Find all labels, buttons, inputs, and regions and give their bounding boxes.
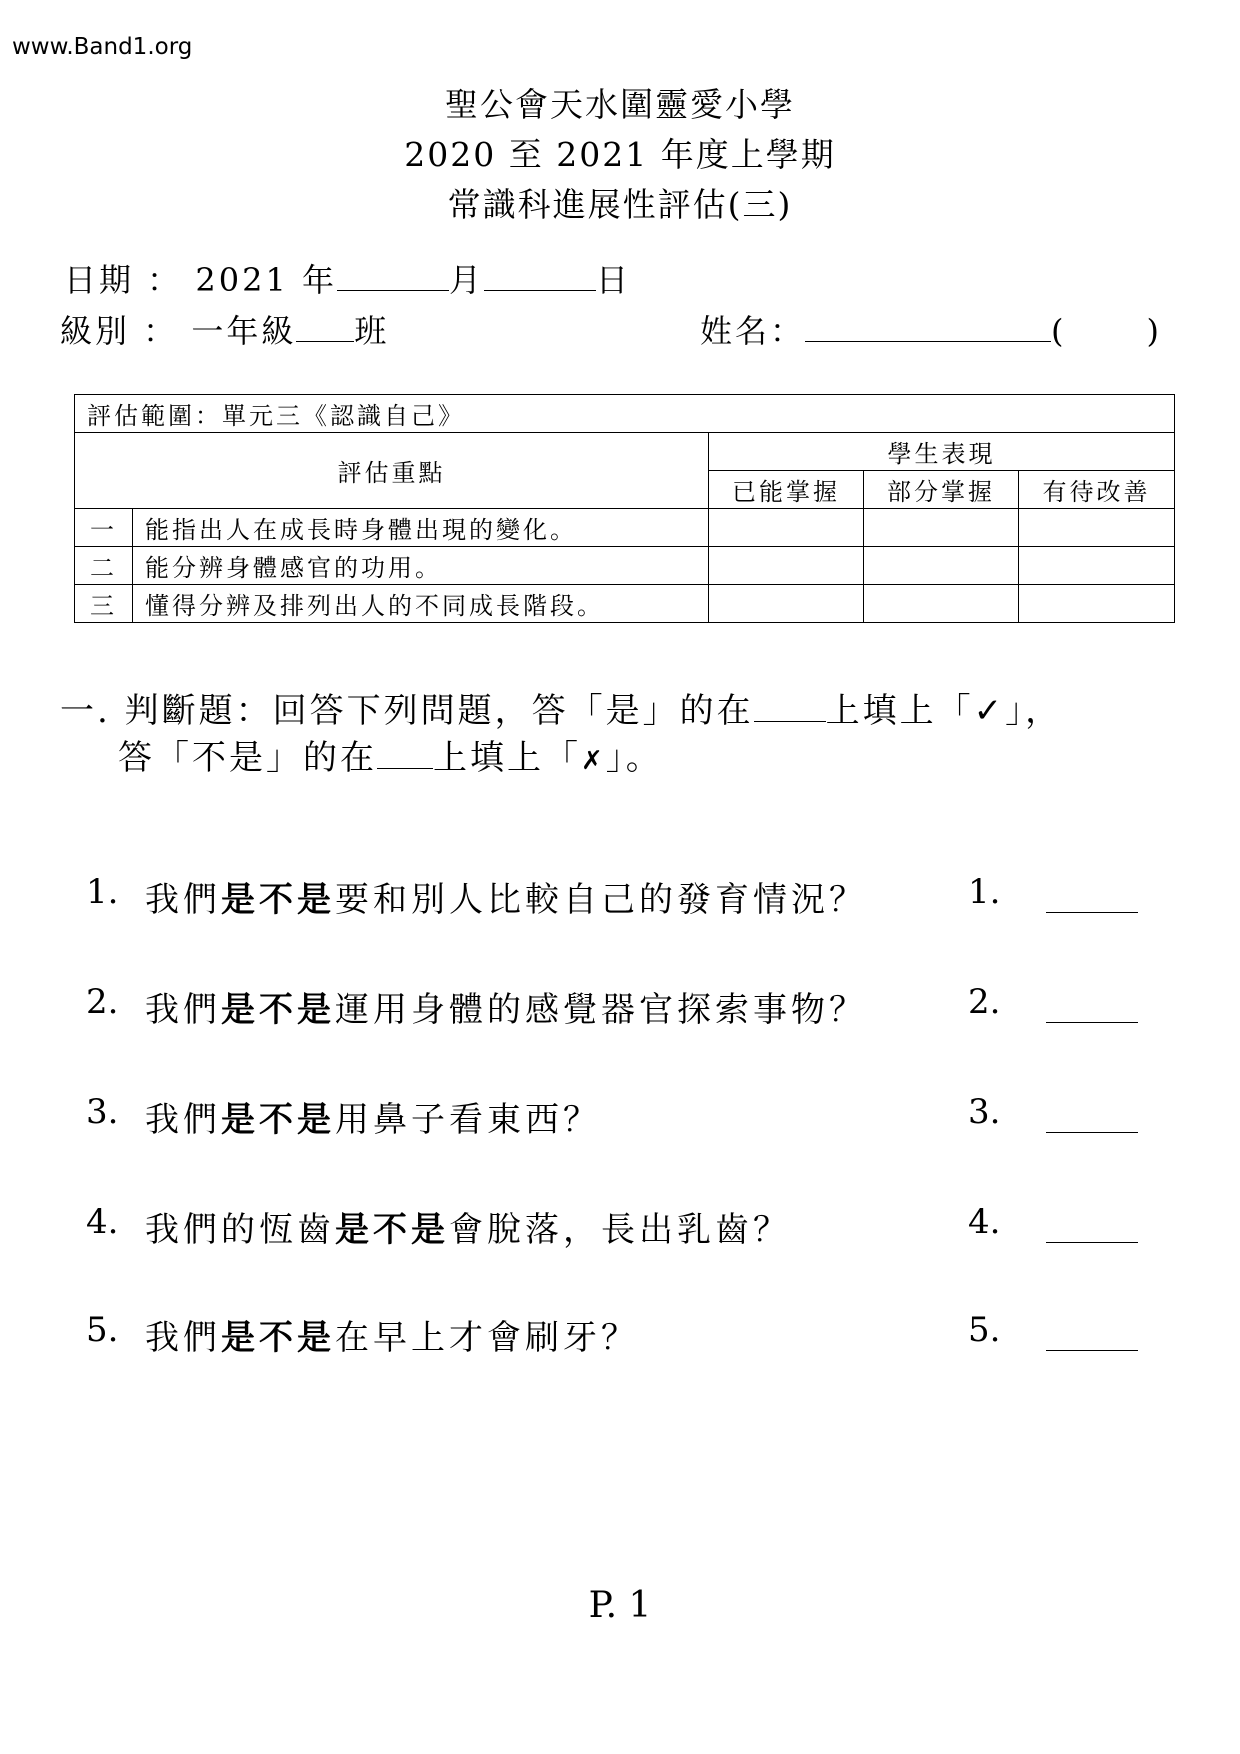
table-row	[75, 585, 1175, 623]
date-day: 日	[596, 261, 632, 299]
header	[0, 80, 1240, 230]
question-number: 2.	[86, 982, 119, 1022]
date-year: 2021 年	[195, 261, 337, 299]
level-improve: 有待改善	[1019, 471, 1175, 509]
question-text: 我們是不是在早上才會刷牙？	[145, 1318, 639, 1358]
question-number: 5.	[86, 1310, 119, 1350]
class-blank[interactable]	[296, 339, 354, 342]
question-text: 我們是不是用鼻子看東西？	[145, 1100, 601, 1140]
answer-number: 2.	[968, 982, 1001, 1022]
name-line	[700, 306, 1162, 352]
answer-blank[interactable]	[1046, 1132, 1138, 1133]
table-row	[75, 547, 1175, 585]
check-mark-icon: ✓	[973, 691, 1006, 731]
question-number: 1.	[86, 872, 119, 912]
instr-text-a2: 答「不是」的在	[118, 738, 377, 778]
assessment-scope: 評估範圍：單元三《認識自己》	[75, 395, 1175, 433]
instr-text-c: 」，	[1005, 691, 1063, 731]
answer-blank[interactable]	[1046, 912, 1138, 913]
performance-header: 學生表現	[709, 433, 1175, 471]
date-label: 日期 ：	[64, 261, 183, 299]
answer-number: 3.	[968, 1092, 1001, 1132]
answer-blank[interactable]	[1046, 1350, 1138, 1351]
list-item	[0, 872, 1240, 922]
class-grade: 一年級	[191, 312, 297, 350]
answer-number: 1.	[968, 872, 1001, 912]
class-label: 級別 ：	[60, 312, 179, 350]
name-label: 姓名：	[700, 312, 806, 350]
row-text: 能指出人在成長時身體出現的變化。	[133, 509, 709, 547]
list-item	[0, 1202, 1240, 1252]
class-line	[60, 306, 389, 352]
watermark: www.Band1.org	[12, 34, 193, 60]
mark-cell[interactable]	[1019, 585, 1175, 623]
mark-cell[interactable]	[1019, 509, 1175, 547]
answer-blank[interactable]	[1046, 1022, 1138, 1023]
row-number: 三	[75, 585, 133, 623]
list-item	[0, 1092, 1240, 1142]
answer-blank[interactable]	[1046, 1242, 1138, 1243]
row-number: 一	[75, 509, 133, 547]
assessment-table	[74, 394, 1175, 623]
school-name: 聖公會天水圍靈愛小學	[445, 85, 795, 124]
cross-mark-icon: ✗	[581, 746, 606, 776]
table-row	[75, 509, 1175, 547]
term-title: 2020 至 2021 年度上學期	[404, 135, 836, 174]
question-text: 我們是不是運用身體的感覺器官探索事物？	[145, 990, 867, 1030]
question-text: 我們的恆齒是不是會脫落，長出乳齒？	[145, 1210, 791, 1250]
instr-text-a: 一. 判斷題：回答下列問題，答「是」的在	[60, 691, 754, 731]
month-blank[interactable]	[337, 288, 449, 291]
section1-instruction-line2	[118, 730, 663, 779]
instr-text-b: 上填上「	[825, 691, 974, 731]
mark-cell[interactable]	[709, 547, 864, 585]
class-suffix: 班	[354, 312, 390, 350]
answer-number: 5.	[968, 1310, 1001, 1350]
row-text: 懂得分辨及排列出人的不同成長階段。	[133, 585, 709, 623]
question-number: 3.	[86, 1092, 119, 1132]
answer-number: 4.	[968, 1202, 1001, 1242]
date-line	[64, 255, 631, 301]
mark-cell[interactable]	[864, 585, 1019, 623]
instr-text-b2: 上填上「	[433, 738, 581, 778]
mark-cell[interactable]	[864, 509, 1019, 547]
mark-cell[interactable]	[709, 509, 864, 547]
mark-cell[interactable]	[864, 547, 1019, 585]
row-text: 能分辨身體感官的功用。	[133, 547, 709, 585]
page-number: P. 1	[588, 1585, 652, 1626]
list-item	[0, 1310, 1240, 1360]
level-partial: 部分掌握	[864, 471, 1019, 509]
day-blank[interactable]	[484, 288, 596, 291]
name-paren-close: )	[1146, 312, 1162, 350]
exam-title: 常識科進展性評估(三)	[447, 185, 793, 224]
level-mastered: 已能掌握	[709, 471, 864, 509]
focus-header: 評估重點	[75, 433, 709, 509]
instr-blank	[754, 719, 826, 722]
mark-cell[interactable]	[709, 585, 864, 623]
question-text: 我們是不是要和別人比較自己的發育情況？	[145, 880, 867, 920]
name-paren-open: (	[1051, 312, 1067, 350]
section1-instruction-line1	[60, 683, 1062, 732]
mark-cell[interactable]	[1019, 547, 1175, 585]
row-number: 二	[75, 547, 133, 585]
name-blank[interactable]	[805, 339, 1051, 342]
date-month: 月	[448, 261, 484, 299]
instr-text-c2: 」。	[605, 738, 663, 778]
instr-blank	[377, 766, 433, 769]
list-item	[0, 982, 1240, 1032]
question-number: 4.	[86, 1202, 119, 1242]
